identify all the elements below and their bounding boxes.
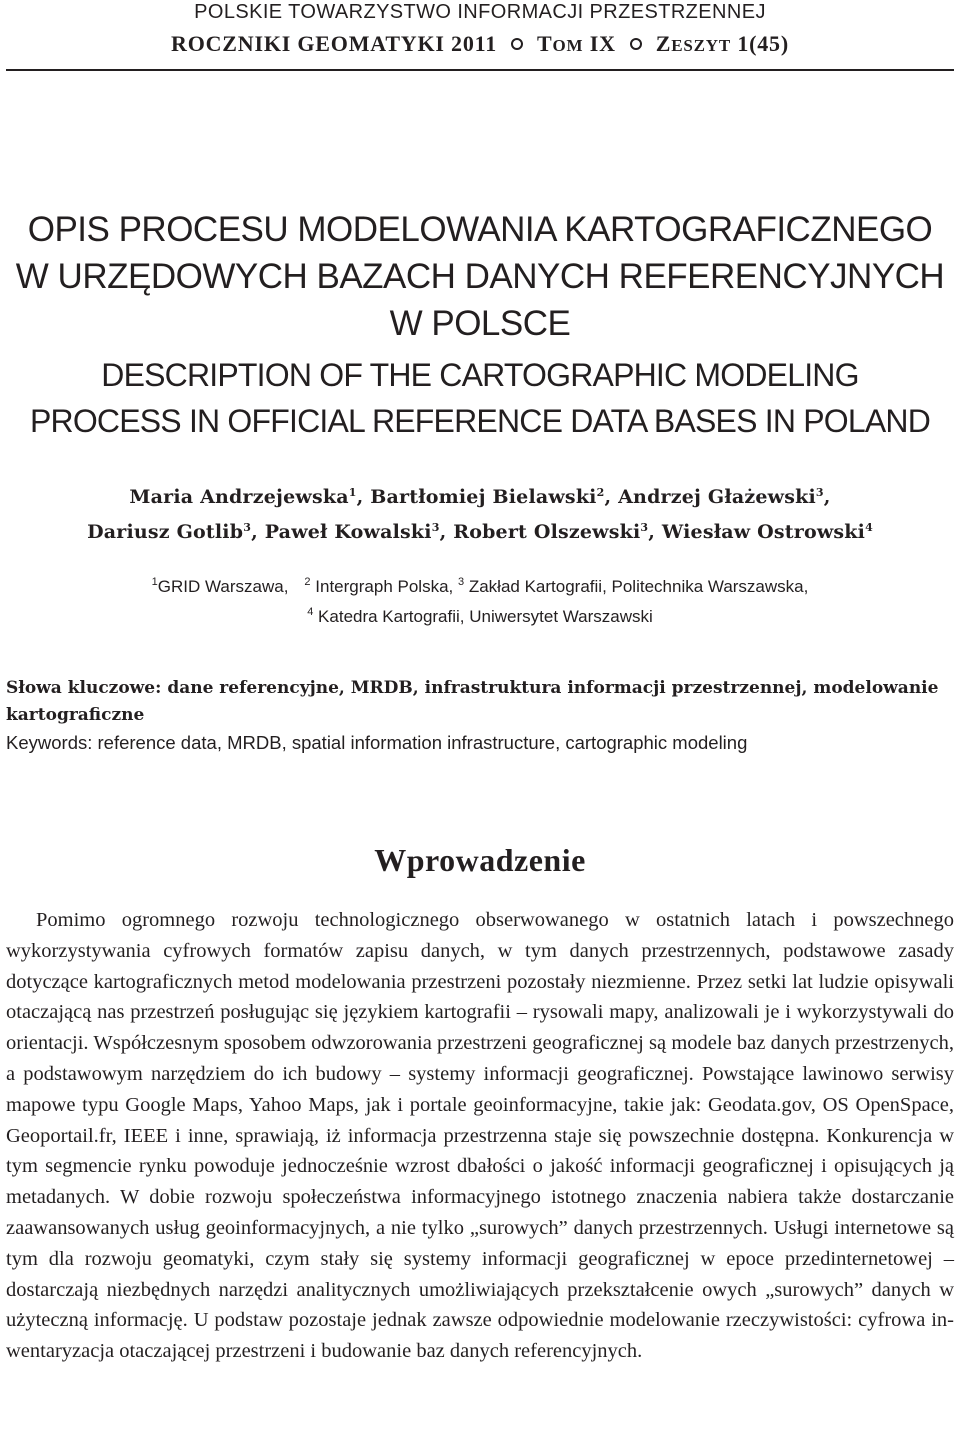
author-name: Robert Olszewski <box>453 521 641 543</box>
keywords-pl-label: Słowa kluczowe: <box>6 678 162 698</box>
affiliation-mark: 3 <box>431 521 440 534</box>
affiliation-number: 2 <box>304 576 311 588</box>
affiliation-number: 1 <box>151 576 158 588</box>
title-pl-line: W POLSCE <box>389 304 571 343</box>
section-heading: Wprowadzenie <box>374 842 586 878</box>
title-en-line: DESCRIPTION OF THE CARTOGRAPHIC MODELING <box>101 357 859 393</box>
circle-separator-icon <box>630 38 642 50</box>
author-name: Maria Andrzejewska <box>129 486 349 508</box>
header-divider <box>6 69 954 71</box>
circle-separator-icon <box>511 38 523 50</box>
author-line <box>0 515 960 550</box>
issue-number: 1(45) <box>737 31 789 56</box>
title-pl-line: OPIS PROCESU MODELOWANIA KARTOGRAFICZNEGO <box>27 210 933 249</box>
keywords-english <box>6 728 954 758</box>
affiliation-mark: 3 <box>640 521 649 534</box>
author-name: Bartłomiej Bielawski <box>370 486 597 508</box>
issue-rest: ESZYT <box>671 36 732 55</box>
author-name: Andrzej Głażewski <box>618 486 816 508</box>
affiliation-line <box>0 572 960 602</box>
body-paragraph: Pomimo ogromnego rozwoju technologicznego obserwowanego w ostatnich latach i powszechnego wykorzystywania cyfrowych formatów zapisu danych, w tym danych przestrzennych, podstawowe zasady dotyczące kartograficznych metod modelowania przestrzeni pozostały niezmienne. Przez setki lat ludzie opisywali otaczającą nas przestrzeń posługując się językiem kartografii – rysowali mapy, analizowali je i wykorzystywali do orientacji. Współczesnym sposobem odwzorowania przestrzeni geograficznej są modele baz danych przestrzenych, a podstawowym narzędziem do ich budowy – systemy informacji geograficznej. Powstające lawinowo serwisy mapowe typu Google Maps, Yahoo Maps, jak i portale geoinformacyjne, takie jak: Geodata.gov, OS OpenSpace, Geoportail.fr, IEEE i inne, sprawiają, iż informacja przestrzenna staje się powszechnie dostępna. Konkurencja w tym segmencie rynku powoduje jednocześnie wzrost dbałości o jakość informacji geograficznej i opisujących ją metadanych. W dobie rozwoju społeczeństwa informacyjnego istotnego znaczenia nabiera także dostarczanie zaawansowanych usług geoinformacyjnych, a nie tylko „surowych” danych przestrzennych. Usługi internetowe są tym dla rozwoju geomatyki, czym stały się systemy informacji geograficznej w epoce przedinternetowej – dostarczają niezbędnych narzędzi analitycznych umożliwiających przekształcenie owych „surowych” danych w użyteczną informację. U podstaw pozostaje jednak zawsze odpowiednie modelowanie rzeczywistości: cyfrowa inwentaryzacja otaczającej przestrzeni i budowanie baz danych referencyjnych. <box>6 909 954 1363</box>
affiliation-text: Katedra Kartografii, Uniwersytet Warszawski <box>318 607 653 626</box>
keywords-en-text: reference data, MRDB, spatial information infrastructure, cartographic modeling <box>97 732 748 753</box>
title-pl-line: W URZĘDOWYCH BAZACH DANYCH REFERENCYJNYCH <box>15 257 945 296</box>
keywords-pl-text: dane referencyjne, MRDB, infrastruktura informacji przestrzennej, modelowanie kartograficzne <box>6 678 939 725</box>
volume-number: IX <box>589 31 616 56</box>
affiliation-mark: 2 <box>596 486 605 499</box>
affiliation-mark: 1 <box>348 486 357 499</box>
journal-header <box>0 30 960 60</box>
affiliation-mark: 3 <box>815 486 824 499</box>
affiliation-line <box>0 602 960 632</box>
volume-initial: T <box>537 31 553 56</box>
journal-name: ROCZNIKI GEOMATYKI 2011 <box>171 31 498 56</box>
volume-rest: OM <box>552 36 584 55</box>
title-en-line: PROCESS IN OFFICIAL REFERENCE DATA BASES IN POLAND <box>29 403 931 439</box>
author-separator: , <box>604 486 619 508</box>
author-name: Dariusz Gotlib <box>87 521 244 543</box>
author-list <box>0 480 960 550</box>
keywords-polish <box>6 675 954 729</box>
issue-initial: Z <box>655 31 672 56</box>
title-polish <box>0 206 960 347</box>
title-english <box>0 352 960 444</box>
organization-name: POLSKIE TOWARZYSTWO INFORMACJI PRZESTRZENNEJ <box>194 1 766 23</box>
affiliation-number: 3 <box>457 576 465 588</box>
author-line <box>0 480 960 515</box>
body-text <box>6 905 954 1367</box>
keywords-en-label: Keywords: <box>6 732 93 753</box>
author-name: Paweł Kowalski <box>264 521 432 543</box>
affiliation-list <box>0 572 960 632</box>
affiliation-number: 4 <box>307 606 314 618</box>
affiliation-text: Zakład Kartografii, Politechnika Warszawska, <box>468 577 809 596</box>
affiliation-text: Intergraph Polska, <box>315 577 454 596</box>
affiliation-text: GRID Warszawa, <box>157 577 289 596</box>
author-separator: , <box>251 521 265 543</box>
author-name: Wiesław Ostrowski <box>661 521 866 543</box>
author-separator: , <box>356 486 371 508</box>
author-separator: , <box>439 521 454 543</box>
author-separator: , <box>823 486 831 508</box>
affiliation-mark: 3 <box>243 521 252 534</box>
affiliation-mark: 4 <box>865 521 873 534</box>
author-separator: , <box>648 521 662 543</box>
